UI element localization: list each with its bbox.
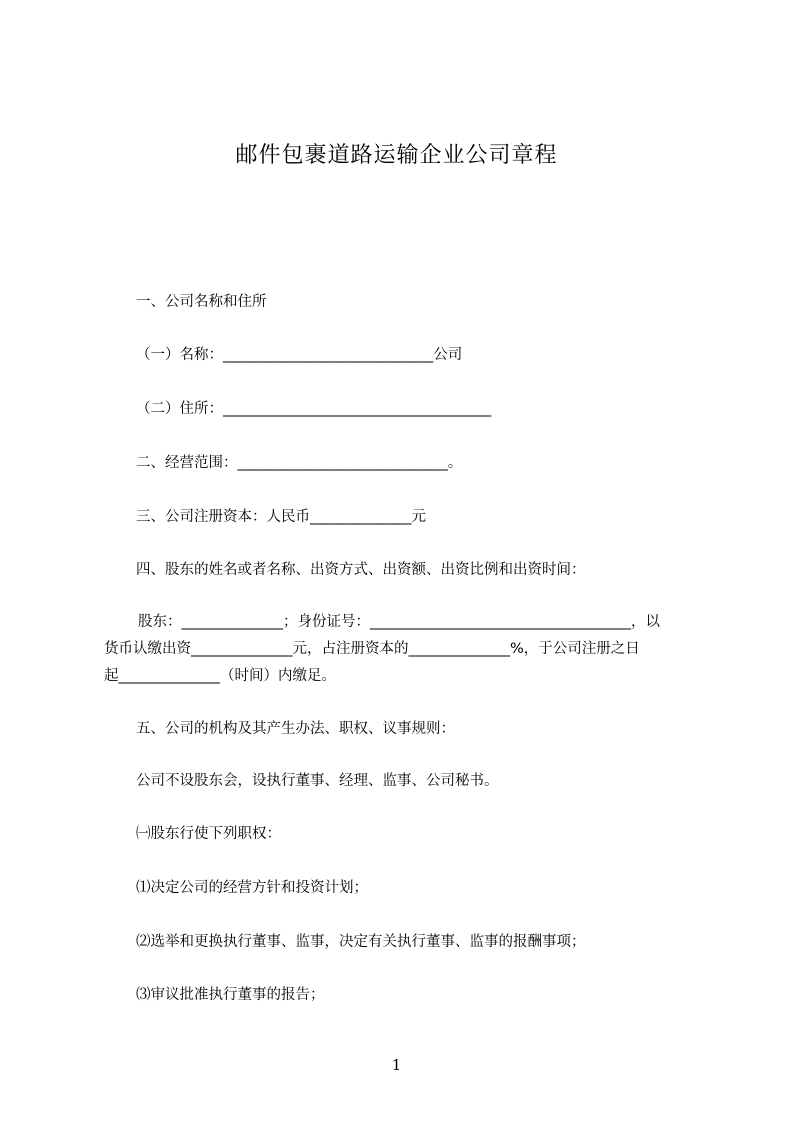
company-name-line <box>136 345 462 365</box>
shareholder-line-1 <box>138 612 660 632</box>
section-4-text: 四、股东的姓名或者名称、出资方式、出资额、出资比例和出资时间： <box>136 562 586 578</box>
registered-capital-blank: ______________ <box>310 509 412 525</box>
id-number-blank: ____________________________________ <box>370 614 631 630</box>
company-address-blank: _____________________________________ <box>223 401 492 417</box>
business-scope-suffix: 。 <box>447 455 463 471</box>
shareholder-line-1-end: ，以 <box>631 614 660 630</box>
power-item-2 <box>136 932 586 952</box>
id-number-label: ；身份证号： <box>283 614 370 630</box>
list-item-text: ⑵选举和更换执行董事、监事，决定有关执行董事、监事的报酬事项； <box>136 934 586 950</box>
business-scope-blank: _____________________________ <box>237 455 448 471</box>
company-name-blank: _____________________________ <box>223 347 434 363</box>
business-scope-line <box>136 453 462 473</box>
contribution-label: 货币认缴出资 <box>104 641 191 657</box>
section-5-text: 五、公司的机构及其产生办法、职权、议事规则： <box>136 721 455 737</box>
section-5-heading <box>136 719 455 739</box>
ratio-blank: ______________ <box>408 641 510 657</box>
list-item-text: ⑴决定公司的经营方针和投资计划； <box>136 880 368 896</box>
deadline-blank: ______________ <box>118 668 220 684</box>
section-4-heading <box>136 560 586 580</box>
page-number: 1 <box>391 1056 402 1074</box>
company-address-label: （二）住所： <box>136 401 223 417</box>
ratio-label: 元，占注册资本的 <box>292 641 409 657</box>
power-item-3 <box>136 985 325 1005</box>
business-scope-label: 二、经营范围： <box>136 455 238 471</box>
registered-capital-suffix: 元 <box>411 509 426 525</box>
deadline-label: 起 <box>104 668 119 684</box>
deadline-suffix: （时间）内缴足。 <box>220 668 336 684</box>
shareholder-line-2 <box>104 639 640 659</box>
company-address-line <box>136 399 491 419</box>
list-item-text: ⑶审议批准执行董事的报告； <box>136 987 325 1003</box>
shareholder-line-3 <box>104 666 336 686</box>
document-title: 邮件包裹道路运输企业公司章程 <box>235 143 558 168</box>
paragraph-no-shareholder-meeting <box>136 771 499 791</box>
section-1-text: 一、公司名称和住所 <box>136 294 267 310</box>
shareholder-blank: ______________ <box>181 614 283 630</box>
registered-capital-line <box>136 507 426 527</box>
shareholder-powers-heading <box>136 824 281 844</box>
contribution-blank: ______________ <box>191 641 293 657</box>
shareholder-label: 股东： <box>138 614 182 630</box>
company-name-suffix: 公司 <box>433 347 463 363</box>
shareholder-line-2-end: %，于公司注册之日 <box>510 641 640 657</box>
paragraph-text: ㈠股东行使下列职权： <box>136 826 281 842</box>
company-name-label: （一）名称： <box>136 347 223 363</box>
power-item-1 <box>136 878 368 898</box>
section-1-heading <box>136 292 267 312</box>
paragraph-text: 公司不设股东会，设执行董事、经理、监事、公司秘书。 <box>136 773 499 789</box>
registered-capital-label: 三、公司注册资本：人民币 <box>136 509 310 525</box>
